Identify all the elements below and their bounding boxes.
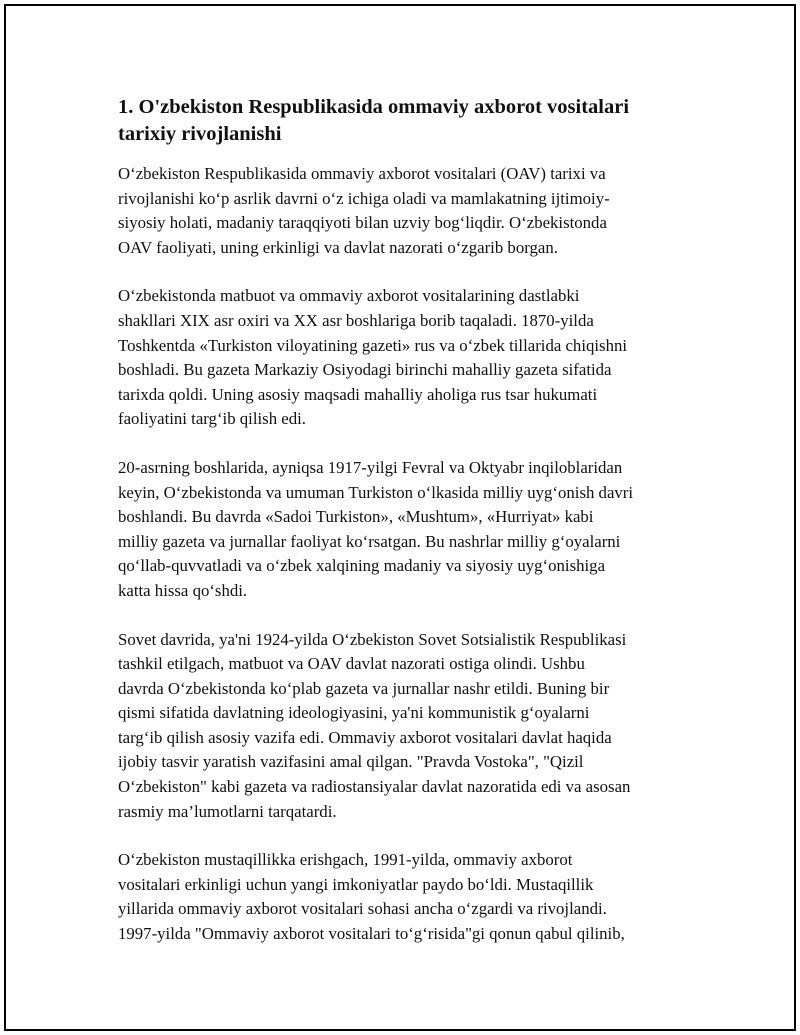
paragraph xyxy=(118,456,698,604)
text-line: O‘zbekiston Respublikasida ommaviy axborot vositalari (OAV) tarixi va xyxy=(118,164,606,183)
heading-line: tarixiy rivojlanishi xyxy=(118,123,282,145)
paragraph xyxy=(118,848,698,946)
text-line: rivojlanishi ko‘p asrlik davrni o‘z ichiga oladi va mamlakatning ijtimoiy- xyxy=(118,188,610,208)
paragraph xyxy=(118,284,698,432)
text-line: boshladi. Bu gazeta Markaziy Osiyodagi birinchi mahalliy gazeta sifatida xyxy=(118,360,612,380)
text-line: O‘zbekiston" kabi gazeta va radiostansiyalar davlat nazoratida edi va asosan xyxy=(118,777,631,797)
text-line: Toshkentda «Turkiston viloyatining gazeti» rus va o‘zbek tillarida chiqishni xyxy=(118,335,628,355)
text-line: tashkil etilgach, matbuot va OAV davlat nazorati ostiga olindi. Ushbu xyxy=(118,654,585,674)
text-line: boshlandi. Bu davrda «Sadoi Turkiston», «Mushtum», «Hurriyat» kabi xyxy=(118,507,594,527)
text-line: davrda O‘zbekistonda ko‘plab gazeta va jurnallar nashr etildi. Buning bir xyxy=(118,678,610,698)
text-line: O‘zbekiston mustaqillikka erishgach, 1991-yilda, ommaviy axborot xyxy=(118,850,573,870)
paragraph xyxy=(118,628,698,825)
section-heading xyxy=(118,94,698,148)
text-line: tarixda qoldi. Uning asosiy maqsadi mahalliy aholiga rus tsar hukumati xyxy=(118,384,598,404)
text-line: siyosiy holati, madaniy taraqqiyoti bilan uzviy bog‘liqdir. O‘zbekistonda xyxy=(118,213,607,233)
text-line: faoliyatini targ‘ib qilish edi. xyxy=(118,409,306,429)
text-line: OAV faoliyati, uning erkinligi va davlat nazorati o‘zgarib borgan. xyxy=(118,237,558,257)
text-line: shakllari XIX asr oxiri va XX asr boshlariga borib taqaladi. 1870-yilda xyxy=(118,310,594,330)
text-line: vositalari erkinligi uchun yangi imkoniyatlar paydo bo‘ldi. Mustaqillik xyxy=(118,874,594,894)
text-line: Sovet davrida, ya'ni 1924-yilda O‘zbekiston Sovet Sotsialistik Respublikasi xyxy=(118,629,627,649)
text-line: qo‘llab-quvvatladi va o‘zbek xalqining madaniy va siyosiy uyg‘onishiga xyxy=(118,556,606,576)
text-line: ijobiy tasvir yaratish vazifasini amal qilgan. "Pravda Vostoka", "Qizil xyxy=(118,752,584,772)
text-line: qismi sifatida davlatning ideologiyasini, ya'ni kommunistik g‘oyalarni xyxy=(118,703,590,723)
text-line: 1997-yilda "Ommaviy axborot vositalari to‘g‘risida"gi qonun qabul qilinib, xyxy=(118,924,625,944)
text-line: rasmiy ma’lumotlarni tarqatardi. xyxy=(118,801,337,821)
paragraph xyxy=(118,162,698,260)
text-line: O‘zbekistonda matbuot va ommaviy axborot vositalarining dastlabki xyxy=(118,286,580,306)
text-line: yillarida ommaviy axborot vositalari sohasi ancha o‘zgardi va rivojlandi. xyxy=(118,899,607,919)
text-line: milliy gazeta va jurnallar faoliyat ko‘rsatgan. Bu nashrlar milliy g‘oyalarni xyxy=(118,531,621,551)
heading-line: 1. O'zbekiston Respublikasida ommaviy axborot vositalari xyxy=(118,96,630,118)
text-line: targ‘ib qilish asosiy vazifa edi. Ommaviy axborot vositalari davlat haqida xyxy=(118,727,612,747)
document-body xyxy=(118,94,698,971)
text-line: katta hissa qo‘shdi. xyxy=(118,580,248,600)
text-line: 20-asrning boshlarida, ayniqsa 1917-yilgi Fevral va Oktyabr inqiloblaridan xyxy=(118,457,623,477)
document-page xyxy=(4,4,796,1031)
text-line: keyin, O‘zbekistonda va umuman Turkiston o‘lkasida milliy uyg‘onish davri xyxy=(118,482,634,502)
